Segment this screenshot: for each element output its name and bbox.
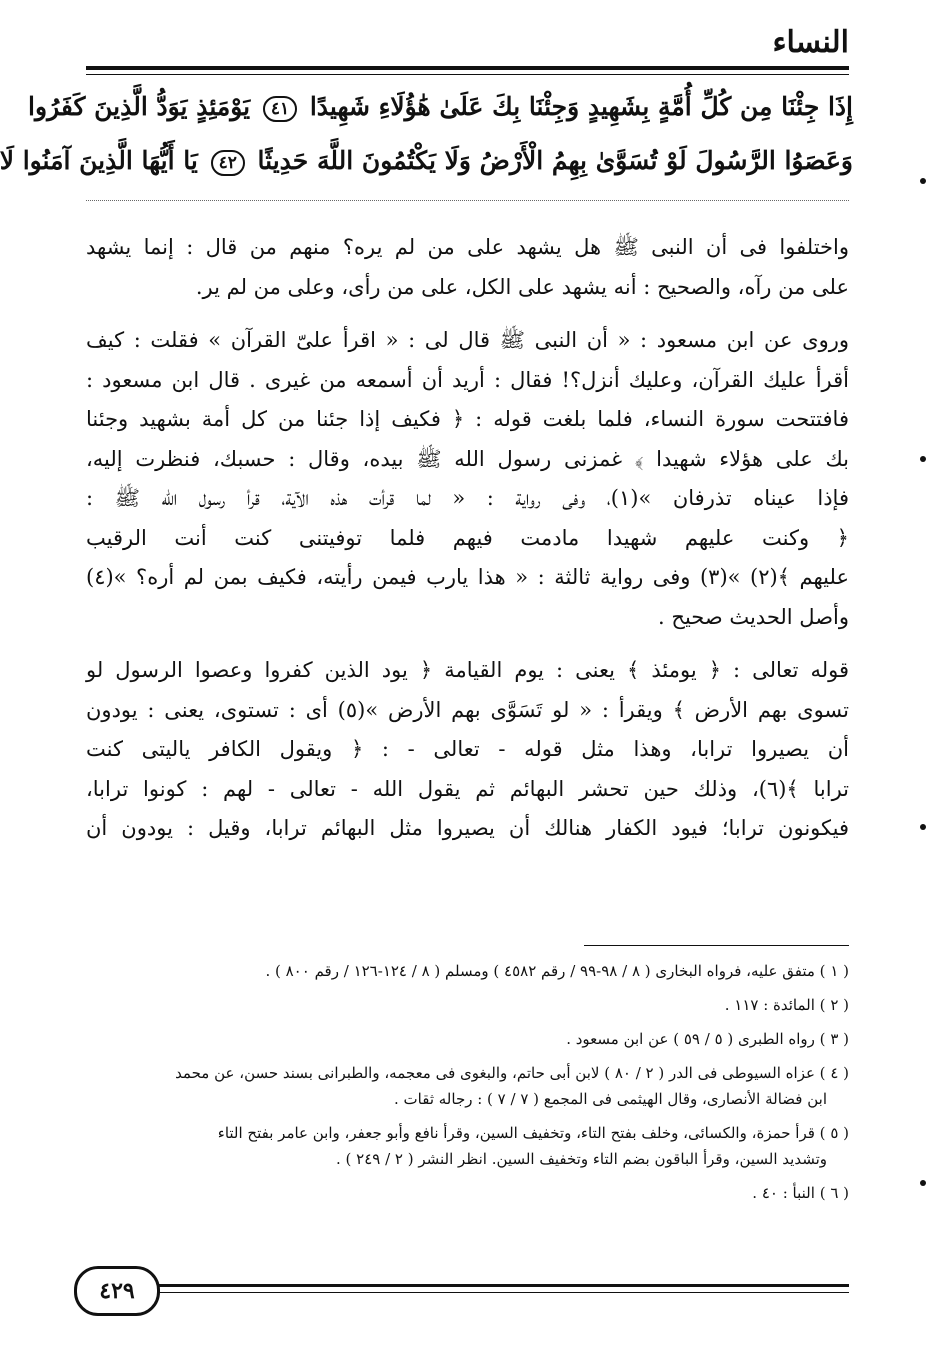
ayah-number-mark: ٤١ — [263, 96, 297, 122]
footnote-2 — [86, 992, 849, 1018]
footer-rule-thin — [86, 1292, 849, 1293]
text-line: ترابا ﴾(٦)، وذلك حين تحشر البهائم ثم يقول الله - تعالى - لهم : كونوا ترابا، — [86, 776, 849, 801]
quran-text: يَوْمَئِذٍ يَوَدُّ الَّذِينَ كَفَرُوا — [28, 92, 251, 121]
commentary-body — [86, 228, 849, 863]
footer-rule-thick — [86, 1284, 849, 1287]
footnotes-block — [86, 958, 849, 1214]
header-rule-thick — [86, 66, 849, 70]
quran-line-1 — [28, 80, 853, 134]
text-line: أقرأ عليك القرآن، وعليك أنزل؟! فقال : أريد أن أسمعه من غيرى . قال ابن مسعود : — [86, 367, 849, 392]
text-line: تسوى بهم الأرض ﴾ ويقرأ : « لو تَسَوَّى بهم الأرض »(٥) أى : تستوى، يعنى : يودون — [86, 697, 849, 722]
footnote-text: ( ٦ ) النبأ : ٤٠ . — [752, 1184, 849, 1202]
footnote-1 — [86, 958, 849, 984]
text-line: عليهم ﴾(٢) »(٣) وفى رواية ثالثة : « هذا يارب فيمن رأيته، فكيف بمن لم أره؟ »(٤) — [86, 565, 849, 589]
quran-text: يَا أَيُّهَا الَّذِينَ آمَنُوا لَا — [0, 146, 198, 175]
footnote-text: ( ٣ ) رواه الطبرى ( ٥ / ٥٩ ) عن ابن مسعود . — [566, 1030, 849, 1048]
text-line: أن يصيروا ترابا، وهذا مثل قوله - تعالى - : ﴿ ويقول الكافر ياليتى كنت — [86, 737, 849, 761]
margin-dot — [920, 178, 926, 184]
page-number: ٤٢٩ — [74, 1266, 160, 1316]
text-line: قوله تعالى : ﴿ يومئذ ﴾ يعنى : يوم القيامة ﴿ يود الذين كفروا وعصوا الرسول لو — [86, 658, 849, 682]
footnote-5 — [86, 1120, 849, 1172]
margin-dot — [920, 456, 926, 462]
text-line: على من رآه، والصحيح : أنه يشهد على الكل، على من رأى، وعلى من لم ير. — [195, 274, 849, 299]
text-line: وأصل الحديث صحيح . — [658, 604, 849, 629]
paragraph-1 — [86, 228, 849, 307]
text-line: فيكونون ترابا؛ فيود الكفار هنالك أن يصيروا مثل البهائم ترابا، وقيل : يودون أن — [86, 816, 849, 840]
footnote-text: ( ٥ ) قرأ حمزة، والكسائى، وخلف بفتح التاء، وتخفيف السين، وقرأ نافع وأبو جعفر، وابن عامر بفتح التاء — [217, 1124, 849, 1142]
footnote-text: ( ١ ) متفق عليه، فرواه البخارى ( ٨ / ٩٨-٩٩ / رقم ٤٥٨٢ ) ومسلم ( ٨ / ١٢٤-١٢٦ / رقم ٨٠٠ ) . — [265, 962, 849, 980]
quran-text: إِذَا جِئْنَا مِن كُلِّ أُمَّةٍ بِشَهِيدٍ وَجِئْنَا بِكَ عَلَىٰ هَٰؤُلَاءِ شَهِيدًا — [309, 92, 853, 121]
text-line: فإذا عيناه تذرفان »(١)، وفى رواية : « لما قرأت هذه الآية، قرأ رسول الله ﷺ : — [86, 486, 849, 510]
text-line: بك على هؤلاء شهيدا ﴾ غمزنى رسول الله ﷺ بيده، وقال : حسبك، فنظرت إليه، — [86, 446, 849, 471]
paragraph-2 — [86, 321, 849, 637]
ayah-number-mark: ٤٢ — [211, 150, 245, 176]
footnote-3 — [86, 1026, 849, 1052]
verse-separator — [86, 200, 849, 201]
text-line: واختلفوا فى أن النبى ﷺ هل يشهد على من لم يره؟ منهم من قال : إنما يشهد — [86, 235, 849, 259]
surah-title: النساء — [772, 25, 849, 60]
margin-dot — [920, 1180, 926, 1186]
footnote-separator — [584, 945, 849, 946]
footnote-6 — [86, 1180, 849, 1206]
footnote-text: ابن فضالة الأنصارى، وقال الهيثمى فى المجمع ( ٧ / ٧ ) : رجاله ثقات . — [394, 1090, 827, 1108]
text-line: وروى عن ابن مسعود : « أن النبى ﷺ قال لى : « اقرأ علىّ القرآن » فقلت : كيف — [86, 328, 849, 352]
quran-verses-block — [0, 80, 853, 188]
footnote-text: ( ٤ ) عزاه السيوطى فى الدر ( ٢ / ٨٠ ) لابن أبى حاتم، والبغوى فى معجمه، والطبرانى بسند حسن، عن محمد — [175, 1064, 849, 1082]
quran-line-2 — [0, 134, 853, 188]
footnote-text: ( ٢ ) المائدة : ١١٧ . — [724, 996, 849, 1014]
margin-dot — [920, 824, 926, 830]
paragraph-3 — [86, 651, 849, 849]
footnote-4 — [86, 1060, 849, 1112]
text-line: ﴿ وكنت عليهم شهيدا مادمت فيهم فلما توفيتنى كنت أنت الرقيب — [86, 525, 849, 550]
text-line: فافتتحت سورة النساء، فلما بلغت قوله : ﴿ فكيف إذا جئنا من كل أمة بشهيد وجئنا — [86, 407, 849, 431]
quran-text: وَعَصَوُا الرَّسُولَ لَوْ تُسَوَّىٰ بِهِمُ الْأَرْضُ وَلَا يَكْتُمُونَ اللَّهَ حَدِيثًا — [257, 146, 853, 175]
footnote-text: وتشديد السين، وقرأ الباقون بضم التاء وتخفيف السين. انظر النشر ( ٢ / ٢٤٩ ) . — [335, 1150, 827, 1168]
header-rule-thin — [86, 74, 849, 75]
